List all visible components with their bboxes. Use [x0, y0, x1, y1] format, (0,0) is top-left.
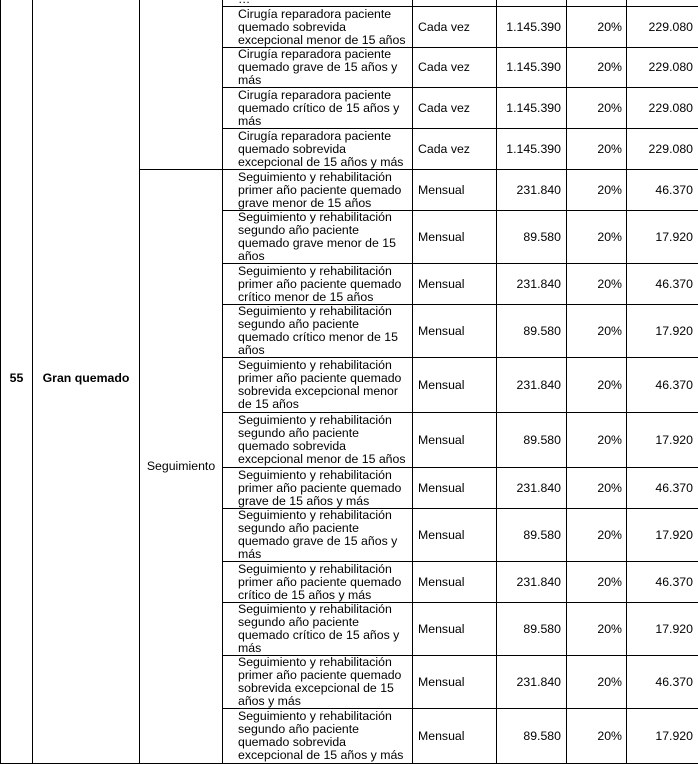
subgroup-seguimiento: Seguimiento — [140, 170, 223, 764]
arancel-cell: 89.580 — [497, 509, 567, 562]
prestacion-cell: Seguimiento y rehabilitación segundo año paciente quemado sobrevida excepcional menor de 15 años — [223, 413, 413, 468]
periodicidad-cell: Mensual — [413, 468, 497, 509]
prestacion-cell: Cirugía reparadora paciente quemado sobrevida excepcional menor de 15 años — [223, 7, 413, 48]
arancel-cell: 1.145.390 — [497, 48, 567, 88]
arancel-cell: 231.840 — [497, 562, 567, 603]
prestacion-cell: Seguimiento y rehabilitación segundo año paciente quemado sobrevida excepcional de 15 años y más — [223, 709, 413, 764]
periodicidad-cell: Mensual — [413, 562, 497, 603]
arancel-cell: 89.580 — [497, 305, 567, 358]
arancel-cell: 89.580 — [497, 709, 567, 764]
arancel-cell: 231.840 — [497, 264, 567, 305]
copago-valor-cell: 46.370 — [627, 562, 698, 603]
periodicidad-cell: Mensual — [413, 305, 497, 358]
prestacion-cell: Seguimiento y rehabilitación primer año paciente quemado grave menor de 15 años — [223, 170, 413, 211]
periodicidad-cell: Mensual — [413, 264, 497, 305]
arancel-cell: 1.145.390 — [497, 88, 567, 129]
periodicidad-cell: Mensual — [413, 170, 497, 211]
copago-valor-cell: 46.370 — [627, 358, 698, 413]
arancel-cell: 231.840 — [497, 358, 567, 413]
copago-valor-cell: 17.920 — [627, 413, 698, 468]
prestacion-cell: Seguimiento y rehabilitación segundo año paciente quemado crítico menor de 15 años — [223, 305, 413, 358]
periodicidad-cell: Cada vez — [413, 129, 497, 170]
copago-pct-cell: 20% — [567, 88, 627, 129]
copago-valor-cell: 229.080 — [627, 7, 698, 48]
periodicidad-cell: Mensual — [413, 358, 497, 413]
prestacion-cell: Seguimiento y rehabilitación segundo año paciente quemado grave menor de 15 años — [223, 211, 413, 264]
copago-valor-cell: 46.370 — [627, 264, 698, 305]
periodicidad-cell: Mensual — [413, 656, 497, 709]
periodicidad-cell: Mensual — [413, 709, 497, 764]
arancel-cell: 231.840 — [497, 468, 567, 509]
prestacion-cell: Seguimiento y rehabilitación primer año paciente quemado crítico de 15 años y más — [223, 562, 413, 603]
copago-pct-cell: 20% — [567, 264, 627, 305]
prestacion-cell: Cirugía reparadora paciente quemado crítico de 15 años y más — [223, 88, 413, 129]
copago-pct-cell: 20% — [567, 603, 627, 656]
copago-pct-cell: 20% — [567, 170, 627, 211]
prestacion-cell: Cirugía reparadora paciente quemado sobrevida excepcional de 15 años y más — [223, 129, 413, 170]
copago-pct-cell: 20% — [567, 358, 627, 413]
copago-valor-cell: 17.920 — [627, 603, 698, 656]
copago-valor-cell: 229.080 — [627, 48, 698, 88]
copago-pct-cell: 20% — [567, 211, 627, 264]
copago-valor-cell: 17.920 — [627, 211, 698, 264]
copago-pct-cell: 20% — [567, 413, 627, 468]
copago-valor-cell: 229.080 — [627, 129, 698, 170]
copago-pct-cell: 20% — [567, 709, 627, 764]
copago-valor-cell: 17.920 — [627, 305, 698, 358]
arancel-cell: 231.840 — [497, 656, 567, 709]
periodicidad-cell: Mensual — [413, 509, 497, 562]
periodicidad-cell: Cada vez — [413, 48, 497, 88]
table-body — [1, 0, 698, 764]
problem-number: 55 — [1, 0, 33, 764]
copago-pct-cell: 20% — [567, 129, 627, 170]
copago-valor-cell: 17.920 — [627, 709, 698, 764]
problem-name: Gran quemado — [33, 0, 140, 764]
copago-pct-cell: 20% — [567, 48, 627, 88]
periodicidad-cell: Cada vez — [413, 7, 497, 48]
prestacion-cell: Seguimiento y rehabilitación primer año paciente quemado grave de 15 años y más — [223, 468, 413, 509]
copago-valor-cell: 46.370 — [627, 468, 698, 509]
arancel-cell: 89.580 — [497, 603, 567, 656]
prestacion-cell: Seguimiento y rehabilitación primer año paciente quemado sobrevida excepcional de 15 años y más — [223, 656, 413, 709]
prestacion-cell: Seguimiento y rehabilitación primer año paciente quemado crítico menor de 15 años — [223, 264, 413, 305]
subgroup-cirugia — [140, 0, 223, 170]
arancel-cell: 1.145.390 — [497, 7, 567, 48]
periodicidad-cell: Mensual — [413, 603, 497, 656]
copago-pct-cell: 20% — [567, 7, 627, 48]
copago-pct-cell: 20% — [567, 656, 627, 709]
copago-pct-cell: 20% — [567, 305, 627, 358]
arancel-cell: 89.580 — [497, 211, 567, 264]
copago-valor-cell: 229.080 — [627, 88, 698, 129]
copago-pct-cell: 20% — [567, 509, 627, 562]
copago-pct-cell: 20% — [567, 468, 627, 509]
copago-valor-cell: 46.370 — [627, 170, 698, 211]
prestacion-cell: Seguimiento y rehabilitación segundo año paciente quemado crítico de 15 años y más — [223, 603, 413, 656]
arancel-cell: 89.580 — [497, 413, 567, 468]
prestacion-cell: Cirugía reparadora paciente quemado grave de 15 años y más — [223, 48, 413, 88]
prestacion-cell: Seguimiento y rehabilitación segundo año paciente quemado grave de 15 años y más — [223, 509, 413, 562]
prestacion-cell: Seguimiento y rehabilitación primer año paciente quemado sobrevida excepcional menor de 15 años — [223, 358, 413, 413]
periodicidad-cell: Mensual — [413, 413, 497, 468]
copago-valor-cell: 46.370 — [627, 656, 698, 709]
arancel-cell: 231.840 — [497, 170, 567, 211]
periodicidad-cell: Mensual — [413, 211, 497, 264]
periodicidad-cell: Cada vez — [413, 88, 497, 129]
copago-pct-cell: 20% — [567, 562, 627, 603]
arancel-cell: 1.145.390 — [497, 129, 567, 170]
copago-valor-cell: 17.920 — [627, 509, 698, 562]
